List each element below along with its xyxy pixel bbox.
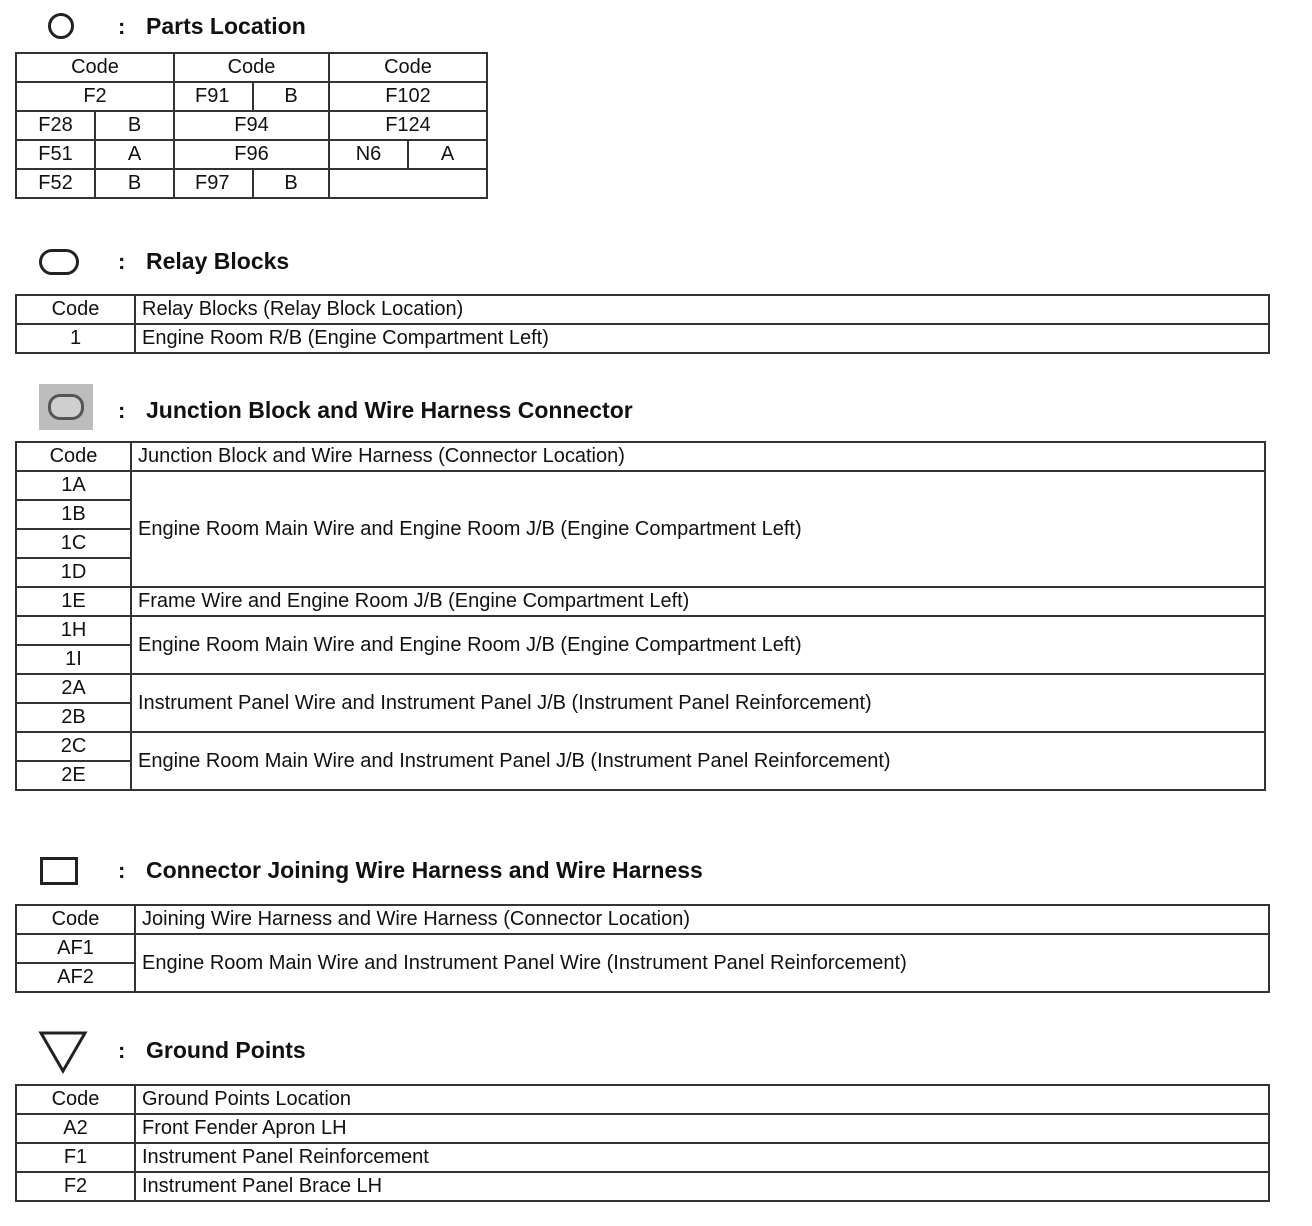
table-header-row — [16, 905, 1269, 934]
location-cell: Instrument Panel Brace LH — [135, 1172, 1269, 1201]
header-cell: Code — [174, 53, 329, 82]
table-row — [16, 587, 1265, 616]
header-cell: Relay Blocks (Relay Block Location) — [135, 295, 1269, 324]
code-cell: 1E — [16, 587, 131, 616]
code-cell: N6 — [329, 140, 408, 169]
location-cell: Engine Room Main Wire and Engine Room J/B (Engine Compartment Left) — [131, 471, 1265, 587]
code-cell: F2 — [16, 82, 174, 111]
table-header-row — [16, 1085, 1269, 1114]
location-cell: Frame Wire and Engine Room J/B (Engine Compartment Left) — [131, 587, 1265, 616]
table-row — [16, 616, 1265, 645]
shaded-oval-symbol-icon — [39, 384, 93, 430]
code-cell: AF1 — [16, 934, 135, 963]
code-cell: 1C — [16, 529, 131, 558]
location-cell: B — [95, 169, 174, 198]
table-row — [16, 1143, 1269, 1172]
relay-blocks-heading — [0, 243, 1312, 283]
table-header-row — [16, 295, 1269, 324]
table-row — [16, 674, 1265, 703]
location-cell: A — [408, 140, 487, 169]
header-cell: Code — [329, 53, 487, 82]
junction-block-heading — [0, 384, 1312, 424]
header-cell: Code — [16, 1085, 135, 1114]
table-row — [16, 1172, 1269, 1201]
code-cell: F97 — [174, 169, 253, 198]
header-cell: Ground Points Location — [135, 1085, 1269, 1114]
table-row — [16, 1114, 1269, 1143]
code-cell: 2B — [16, 703, 131, 732]
table-header-row — [16, 53, 487, 82]
location-cell: Engine Room Main Wire and Instrument Panel J/B (Instrument Panel Reinforcement) — [131, 732, 1265, 790]
location-cell: Engine Room Main Wire and Instrument Panel Wire (Instrument Panel Reinforcement) — [135, 934, 1269, 992]
header-cell: Code — [16, 53, 174, 82]
table-row — [16, 140, 487, 169]
location-cell: B — [95, 111, 174, 140]
code-cell: F2 — [16, 1172, 135, 1201]
code-cell: A2 — [16, 1114, 135, 1143]
code-cell: F28 — [16, 111, 95, 140]
code-cell: AF2 — [16, 963, 135, 992]
junction-block-table — [15, 441, 1266, 791]
heading-colon: : — [118, 1038, 126, 1063]
location-cell: A — [95, 140, 174, 169]
heading-colon: : — [118, 398, 126, 423]
location-cell: Instrument Panel Wire and Instrument Panel J/B (Instrument Panel Reinforcement) — [131, 674, 1265, 732]
code-cell: F96 — [174, 140, 329, 169]
code-cell: 2E — [16, 761, 131, 790]
section-title: Connector Joining Wire Harness and Wire Harness — [146, 857, 703, 883]
section-title: Parts Location — [146, 13, 306, 39]
code-cell: F124 — [329, 111, 487, 140]
relay-blocks-table — [15, 294, 1270, 354]
heading-colon: : — [118, 249, 126, 274]
table-header-row — [16, 442, 1265, 471]
code-cell: 1B — [16, 500, 131, 529]
location-cell: Engine Room Main Wire and Engine Room J/B (Engine Compartment Left) — [131, 616, 1265, 674]
code-cell: 2C — [16, 732, 131, 761]
table-row — [16, 471, 1265, 500]
code-cell: F51 — [16, 140, 95, 169]
table-row — [16, 169, 487, 198]
location-cell: B — [253, 82, 329, 111]
code-cell: F1 — [16, 1143, 135, 1172]
header-cell: Code — [16, 295, 135, 324]
oval-symbol-icon — [39, 249, 79, 275]
header-cell: Code — [16, 442, 131, 471]
code-cell: 1D — [16, 558, 131, 587]
code-cell: 1H — [16, 616, 131, 645]
code-cell: F102 — [329, 82, 487, 111]
table-row — [16, 324, 1269, 353]
ground-points-heading — [0, 1028, 1312, 1068]
table-row — [16, 111, 487, 140]
table-row — [16, 732, 1265, 761]
circle-symbol-icon — [48, 13, 74, 39]
header-cell: Junction Block and Wire Harness (Connector Location) — [131, 442, 1265, 471]
header-cell: Joining Wire Harness and Wire Harness (Connector Location) — [135, 905, 1269, 934]
header-cell: Code — [16, 905, 135, 934]
rectangle-symbol-icon — [40, 857, 78, 885]
heading-colon: : — [118, 858, 126, 883]
parts-location-heading — [0, 8, 1312, 48]
location-cell: Instrument Panel Reinforcement — [135, 1143, 1269, 1172]
triangle-symbol-icon — [38, 1030, 88, 1074]
table-row — [16, 934, 1269, 963]
empty-cell — [329, 169, 487, 198]
heading-colon: : — [118, 14, 126, 39]
code-cell: 1I — [16, 645, 131, 674]
section-title: Relay Blocks — [146, 248, 290, 274]
location-cell: Engine Room R/B (Engine Compartment Left) — [135, 324, 1269, 353]
parts-location-table — [15, 52, 488, 199]
code-cell: F94 — [174, 111, 329, 140]
section-title: Junction Block and Wire Harness Connector — [146, 397, 633, 423]
location-cell: Front Fender Apron LH — [135, 1114, 1269, 1143]
section-title: Ground Points — [146, 1037, 306, 1063]
location-cell: B — [253, 169, 329, 198]
connector-joining-table — [15, 904, 1270, 993]
ground-points-table — [15, 1084, 1270, 1202]
table-row — [16, 82, 487, 111]
connector-joining-heading — [0, 852, 1312, 892]
code-cell: 1 — [16, 324, 135, 353]
code-cell: F52 — [16, 169, 95, 198]
code-cell: 2A — [16, 674, 131, 703]
code-cell: F91 — [174, 82, 253, 111]
code-cell: 1A — [16, 471, 131, 500]
